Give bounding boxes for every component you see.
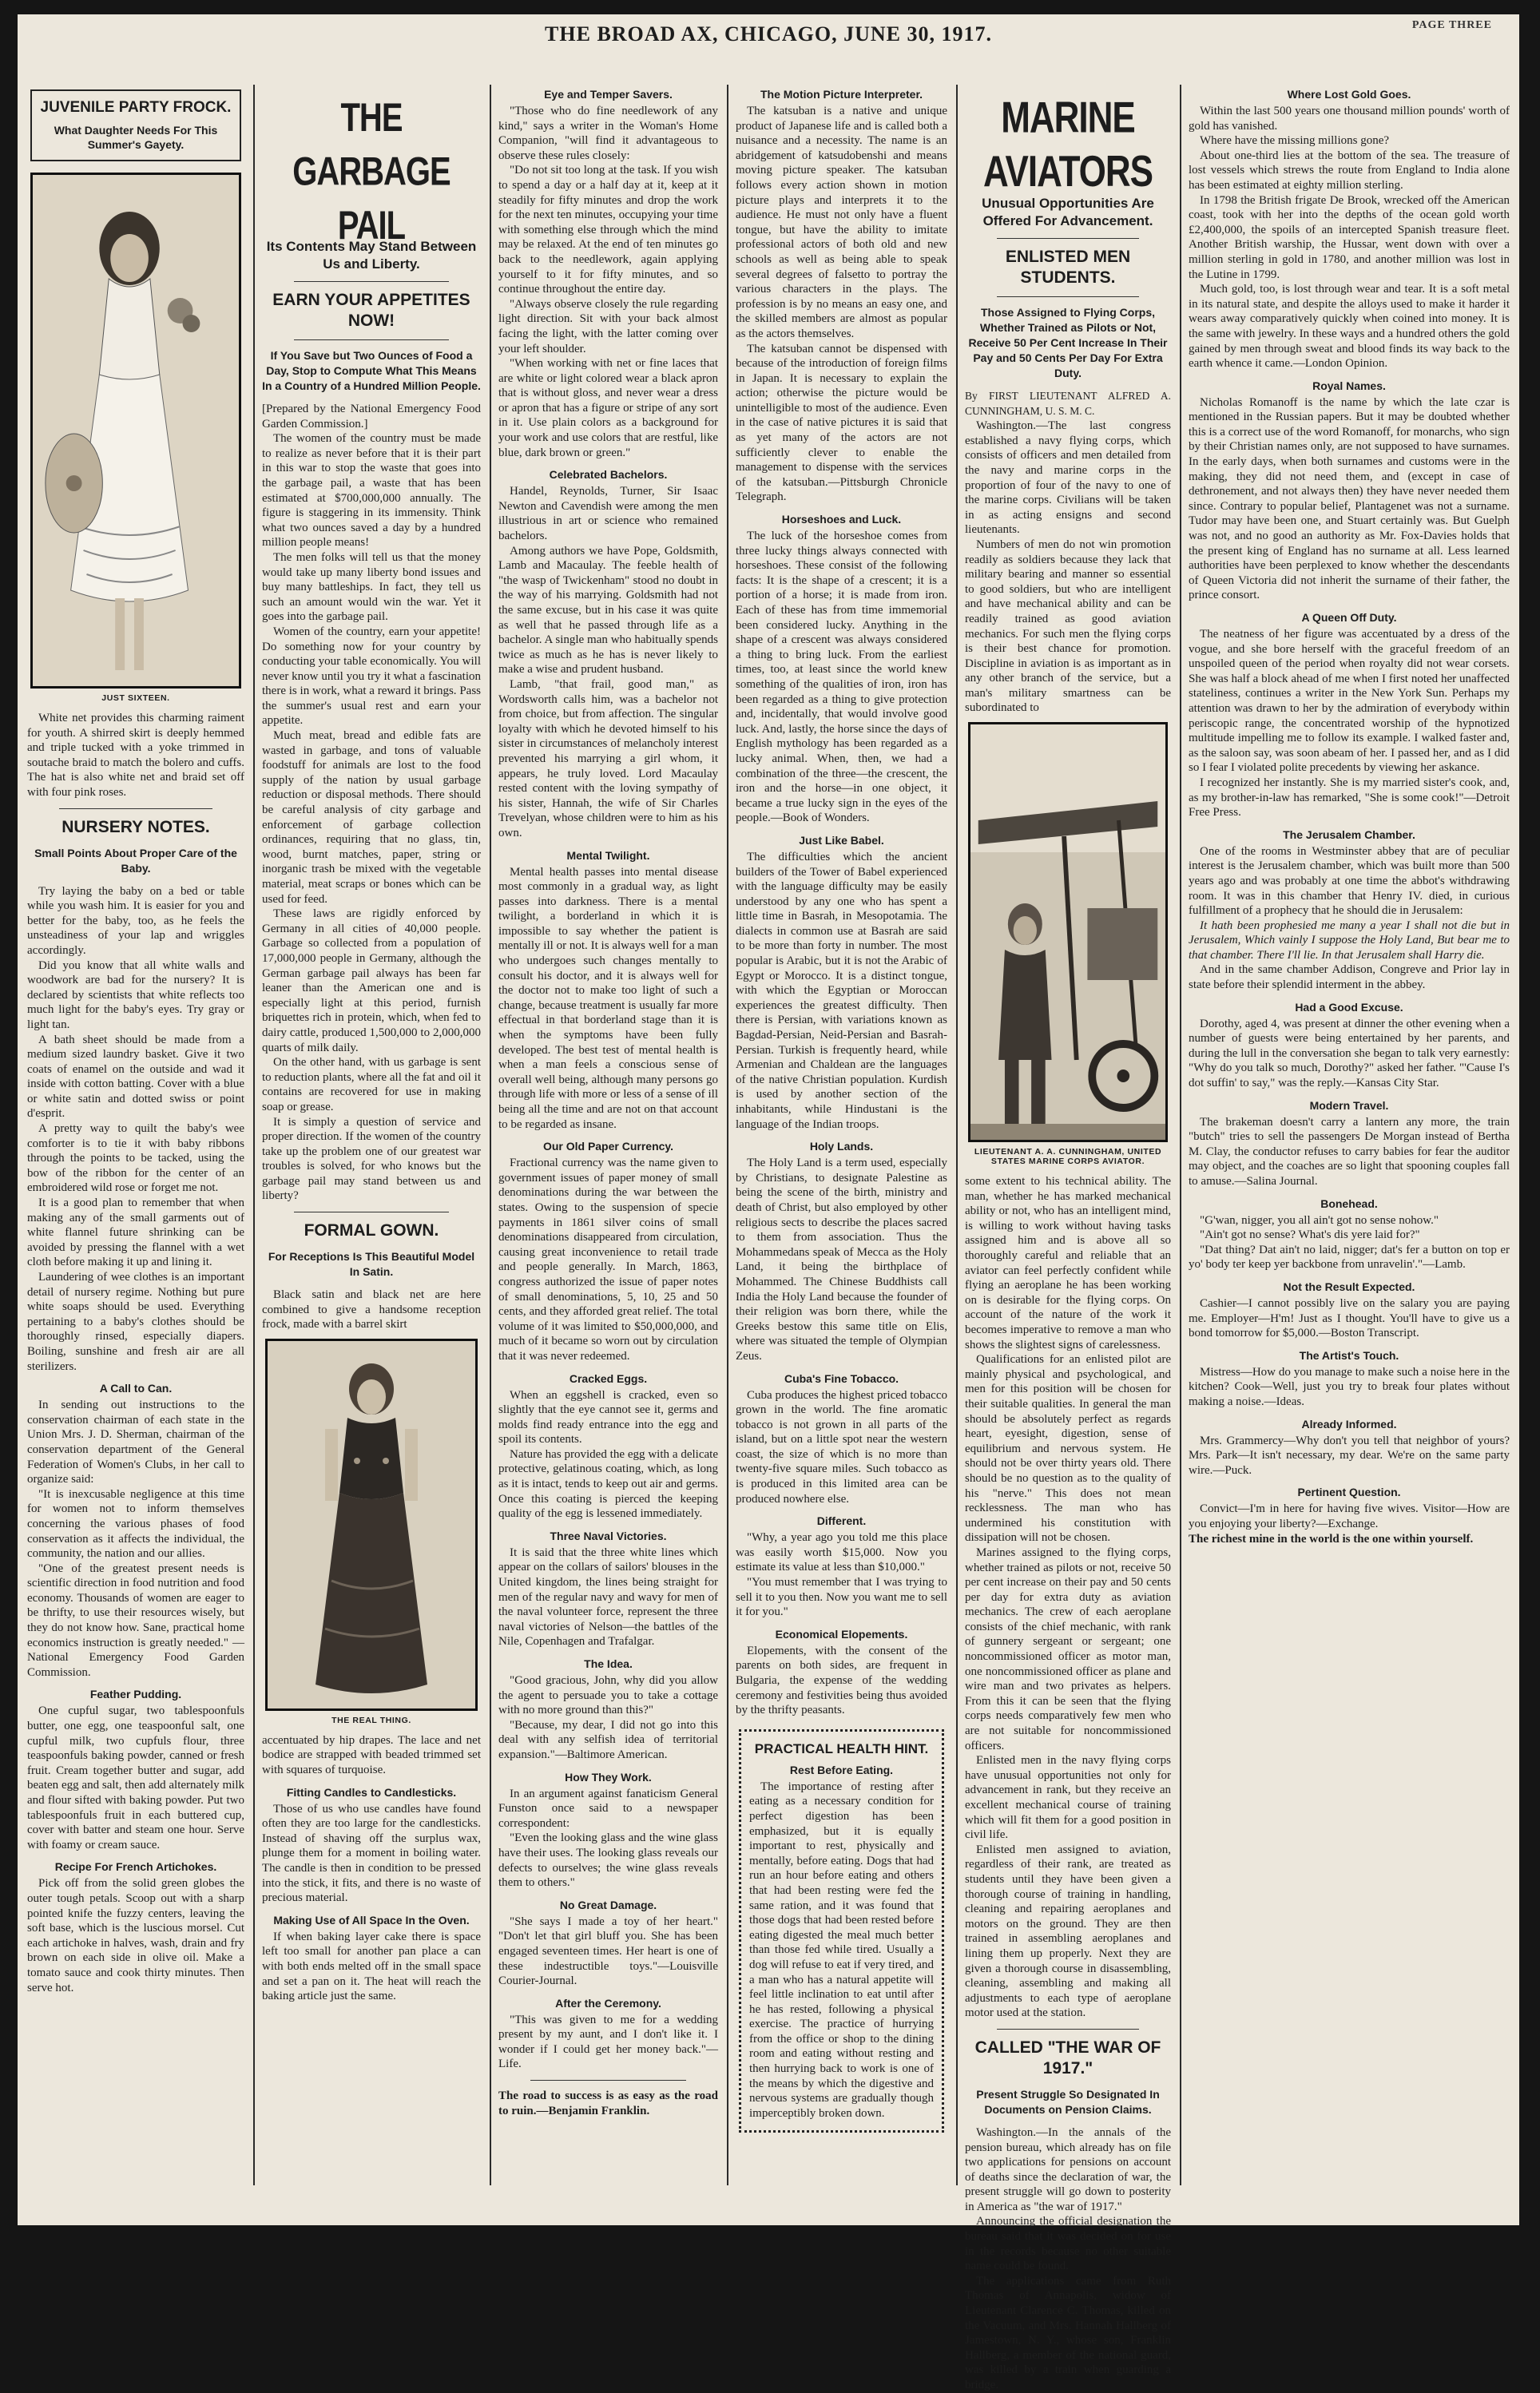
lost-gold-heading: Where Lost Gold Goes. (1287, 88, 1411, 101)
paragraph: Try laying the baby on a bed or table while you wash him. It is easier for you and better for the baby, too, as he feels the unsteadiness of your lap and wriggles accordingly. (27, 884, 244, 957)
paragraph: The katsuban cannot be dispensed with because of the introduction of foreign films in Japan. It is necessary to explain the action; otherwise the picture would be unintelligible to most of the audience. Even in the case of native pictures it is said that as yet many of the actors are not sufficiently clever to enable the management to dispense with the services of the katsuban.—Pittsburgh Chronicle Telegraph. (736, 342, 947, 504)
column-rule (727, 85, 728, 2185)
health-hint-subtitle: Rest Before Eating. (789, 1763, 894, 1776)
paragraph: Lamb, "that frail, good man," as Wordsworth calls him, was a bachelor not from choice, but from affection. The singular loyalty with which he devoted himself to his sister in circumstances of melancholy interest prevented his marrying a girl whom, it appears, he truly loved. Lord Macaulay rested content with the loving sympathy of his sister, Hannah, the wife of Sir Charles Trevelyan, whose children were to him as his own. (498, 677, 718, 839)
paragraph: About one-third lies at the bottom of the sea. The treasure of lost vessels which strews the route from England to India alone has been estimated at eighty million sterling. (1189, 149, 1510, 192)
no-great-damage-heading: No Great Damage. (559, 1898, 657, 1911)
paragraph: On the other hand, with us garbage is sent to reduction plants, where all the fat and oil it contains are recovered for use in making soap or grease. (262, 1056, 481, 1113)
column-rule (253, 85, 255, 2185)
paragraph: Nature has provided the egg with a delicate protective, gelatinous coating, which, as long as it is intact, tends to keep out air and germs. Once this coating is pierced the keeping quality of the egg is lessened immediately. (498, 1447, 718, 1521)
paragraph: A pretty way to quilt the baby's wee comforter is to tie it with baby ribbons through the points to be tacked, using the bow of the ribbon for the center of an embroidered wild rose or forget me not. (27, 1122, 244, 1195)
paragraph: The importance of resting after eating as a necessary condition for perfect digestion has been emphasized, but it is equally important to rest, physically and mentally, before eating. Dogs that had run an hour before eating and others that had been resting were fed the same ration, and it was found that those dogs that had been rested before eating digested the meal much better than those fed while tired. Usually a dog will refuse to eat if very tired, and a man who has a natural appetite will feel little inclination to eat until after he has rested, following a physical exercise. The practice of hurrying from the office or shop to the dining room and eating without resting and then hurrying back to work is one of the means by which the digestive and nervous systems are gradually though imperceptibly broken down. (749, 1780, 934, 2120)
paragraph: One of the rooms in Westminster abbey that are of peculiar interest is the Jerusalem chamber, which was built more than 500 years ago and was probably at one time the abbot's withdrawing room. It was in this chamber that Henry IV. died, in curious fulfillment of a prophecy that he should die in Jerusalem: (1189, 844, 1510, 918)
paragraph: Within the last 500 years one thousand million pounds' worth of gold has vanished. (1189, 105, 1510, 133)
garbage-pail-deck: Its Contents May Stand Between Us and Liberty. (266, 239, 477, 272)
paragraph: It is said that the three white lines which appear on the collars of sailors' blouses in the United kingdom, the lines being straight for men of the regular navy and wavy for men of the naval volunteer force, represent the three naval victories of Nelson—the battles of the Nile, Copenhagen and Trafalgar. (498, 1546, 718, 1649)
paragraph: It is simply a question of service and proper direction. If the women of the country take up the problem one of our greatest war troubles is solved, for who knows but the garbage pail may stand between us and liberty? (262, 1115, 481, 1203)
gown-photo (265, 1339, 478, 1711)
jerusalem-chamber-heading: The Jerusalem Chamber. (1283, 827, 1415, 841)
divider (997, 296, 1139, 297)
paragraph: "Good gracious, John, why did you allow the agent to persuade you to take a cottage with no more ground than this?" (498, 1674, 718, 1717)
closing-aphorism: The richest mine in the world is the one within yourself. (1189, 1532, 1474, 1546)
credit-line: [Prepared by the National Emergency Food Garden Commission.] (262, 403, 481, 431)
garbage-pail-subdeck: If You Save but Two Ounces of Food a Day, Stop to Compute What This Means In a Country of a Hundred Million People. (262, 349, 481, 392)
frock-subtitle: What Daughter Needs For This Summer's Gayety. (54, 124, 218, 151)
paragraph: Pick off from the solid green globes the outer tough petals. Scoop out with a sharp pointed knife the fuzzy centers, leaving the soft base, which is the luscious morsel. Cut each artichoke in halves, wash, drain and fry brown on each side in olive oil. Make a tomato sauce and cook thirty minutes. Then serve hot. (27, 1877, 244, 1994)
bonehead-heading: Bonehead. (1320, 1196, 1378, 1210)
paragraph: "It is inexcusable negligence at this time for women not to inform themselves concerning the various phases of food conservation as it affects the individual, the community, the nation and our allies. (27, 1487, 244, 1561)
paragraph: Cashier—I cannot possibly live on the salary you are paying me. Employer—H'm! Just as I thought. You'll have to give us a bond tomorrow for $5,000.—Boston Transcript. (1189, 1296, 1510, 1340)
paragraph: The luck of the horseshoe comes from three lucky things always connected with horseshoes. These consist of the following facts: It is the shape of a crescent; it is a portion of a horse; it is made from iron. Each of these has from time immemorial been considered lucky. Anything in the shape of a crescent was always considered a thing to bring luck. From the earliest times, too, at least since the world knew something of the qualities of iron, iron has been regarded as a thing to give protection and, incidentally, that would involve good luck. And, lastly, the horse since the days of English mythology has been regarded as a lucky animal. When, then, we had a combination of the three—the crescent, the iron and the horse—in one object, it became a true lucky sign in the eyes of the people.—Book of Wonders. (736, 530, 947, 825)
paragraph: Qualifications for an enlisted pilot are mainly physical and psychological, and men for this position will be chosen for their suitable qualities. In general the man should be absolutely perfect as regards heart, eyesight, digestion, sense of equilibrium and nervous system. He should not be over thirty years old. There should be no question as to the quality of his "nerve." This does not mean recklessness. The man who has undermined his constitution with dissipation will not be chosen. (965, 1353, 1171, 1545)
mental-twilight-heading: Mental Twilight. (566, 848, 650, 862)
page-label: PAGE THREE (1411, 19, 1492, 31)
paragraph: Marines assigned to the flying corps, whether trained as pilots or not, receive 50 per cent increase on their pay and 50 cents per day for extra duty as aviation mechanics. The crew of each aeroplane consists of the chief mechanic, with rank of gunnery sergeant or sergeant; one noncommissioned officer as motor man, one noncommissioned officer as plane and wire man and two privates as helpers. From this it can be seen that the flying corps needs comparatively few men who are not suitable for noncommissioned officers. (965, 1546, 1171, 1752)
paragraph: When an eggshell is cracked, even so slightly that the eye cannot see it, germs and molds find ready entrance into the egg and spoil its contents. (498, 1388, 718, 1447)
the-idea-heading: The Idea. (584, 1657, 633, 1670)
paragraph: "G'wan, nigger, you all ain't got no sense nohow." (1200, 1213, 1439, 1227)
divider (530, 2080, 686, 2081)
paragraph: Laundering of wee clothes is an important detail of nursery regime. Nothing but pure white soaps should be used. Everything pertaining to a baby's clothes should be thoroughly rinsed, especially diapers. Boiling, sunshine and fresh air are all sterilizers. (27, 1271, 244, 1373)
paragraph: Mrs. Grammercy—Why don't you tell that neighbor of yours? Mrs. Park—It isn't necessary, my dear. We're on the same party wire.—Puck. (1189, 1434, 1510, 1477)
paragraph: Among authors we have Pope, Goldsmith, Lamb and Macaulay. The feeble health of "the wasp of Twickenham" stood no doubt in the way of his marrying. Goldsmith had not the same excuse, but in his case it was quite as well that he passed through life as a bachelor. A single man who habitually spends twice as much as he has is never likely to make a wise and prudent husband. (498, 544, 718, 677)
paragraph: Those of us who use candles have found often they are too large for the candlesticks. Instead of shaving off the surplus wax, plunge them for a moment in boiling water. The candle is then in condition to be pressed into the stick, it fits, and there is no waste of precious material. (262, 1802, 481, 1905)
paragraph: Fractional currency was the name given to government issues of paper money of small denominations during the war between the states. Owing to the suspension of specie payments in 1861 silver coins of small denominations disappeared from circulation, causing great inconvenience to retail trade and people generally. In March, 1863, congress authorized the issue of paper notes of small denominations, 5, 10, 25 and 50 cents, and they afforded great relief. The total volume of it was limited to $50,000,000, and much of it became so worn out by circulation that it was never redeemed. (498, 1157, 718, 1363)
not-expected-heading: Not the Result Expected. (1283, 1280, 1415, 1293)
frock-photo (30, 173, 241, 689)
paragraph: One cupful sugar, two tablespoonfuls butter, one egg, one teaspoonful salt, one cupful milk, two cupfuls flour, three teaspoonfuls baking powder, canned or fresh fruit. Cream together butter and sugar, add beaten egg and salt, then add alternately milk and flour sifted with baking powder. Put two tablespoonfuls fruit in each buttered cup, cover with batter and steam one hour. Serve with foamy or cream sauce. (27, 1704, 244, 1851)
gown-photo-caption: THE REAL THING. (331, 1715, 411, 1725)
paragraph: The neatness of her figure was accentuated by a dress of the vogue, and she bore herself with the graceful freedom of an unspoiled queen of the period when royalty did not wear corsets. She was half a block ahead of me when I first noted her unaffected stateliness, continues a writer in the New York Sun. Perhaps my attention was drawn to her by the admiration of everybody within periscopic range, the concentrated worship of the hypnotized multitude impelling me to follow its example. I walked faster and, as the saloon say, was soon abeam of her. I passed her, and as I did so I fear I violated polite precedents by viewing her askance. (1189, 628, 1510, 775)
horseshoes-heading: Horseshoes and Luck. (781, 513, 902, 526)
formal-gown-headline: FORMAL GOWN. (304, 1221, 439, 1240)
paragraph: Handel, Reynolds, Turner, Sir Isaac Newton and Cavendish were among the men illustrious in art or science who remained bachelors. (498, 485, 718, 543)
paragraph: The difficulties which the ancient builders of the Tower of Babel experienced with the language difficulty may be easily understood by any one who has spent a little time in Basrah, in Mesopotamia. The dialects in common use at Basrah are said to be more than forty in number. The most popular is Arabic, but it is not the Arabic of Egypt or Morocco. It is a distinct tongue, with which the Egyptian or Moroccan experiences the greatest difficulty. Then there is Persian, with variations known as Bagdad-Persian, Neid-Persian and Basrah-Persian. Turkish is frequently heard, while Armenian and Chaldean are the languages of the native Christian population. Kurdish is used by another section of the inhabitants, while Hindustani is the language of the Indian troops. (736, 850, 947, 1131)
cuba-tobacco-heading: Cuba's Fine Tobacco. (784, 1371, 899, 1385)
column-2 (262, 85, 481, 2185)
earn-appetites-headline: EARN YOUR APPETITES NOW! (272, 291, 470, 330)
column-rule (1180, 85, 1181, 2185)
royal-names-heading: Royal Names. (1312, 379, 1386, 392)
paragraph: "You must remember that I was trying to sell it to you then. Now you want me to sell it for you." (736, 1576, 947, 1619)
column-6 (1189, 85, 1510, 2185)
paragraph: Women of the country, earn your appetite! Do something now for your country by conducting your table economically. You will never know until you try it what a fascination there is in work, what a reward it brings. Pass the summer's usual rest and earn your appetite. (262, 625, 481, 728)
column-5 (965, 85, 1171, 2391)
paragraph: "Because, my dear, I did not go into this deal with any selfish idea of territorial expansion."—Baltimore American. (498, 1718, 718, 1761)
elopements-heading: Economical Elopements. (775, 1627, 908, 1641)
paragraph: Mistress—How do you manage to make such a noise here in the kitchen? Cook—Well, just you try to break four plates without making a noise.—Ideas. (1189, 1365, 1510, 1408)
paragraph: Did you know that all white walls and woodwork are bad for the nursery? It is declared by scientists that white reflects too much light for the baby's eyes. Try gray or light tan. (27, 958, 244, 1031)
aviator-photo (968, 722, 1168, 1142)
paragraph: Elopements, with the consent of the parents on both sides, are frequent in Bulgaria, the expense of the wedding ceremony and festivities being thus avoided by the thrifty peasants. (736, 1644, 947, 1717)
candles-heading: Fitting Candles to Candlesticks. (286, 1785, 457, 1799)
marine-aviators-title: MARINE AVIATORS (982, 93, 1153, 196)
paragraph: "Those who do fine needlework of any kind," says a writer in the Woman's Home Companion, "will find it advantageous to observe these rules closely: (498, 105, 718, 162)
paragraph: "Dat thing? Dat ain't no laid, nigger; dat's fer a button on top er yo' body ter keep yer backbone from unravelin'."—Lamb. (1189, 1243, 1510, 1272)
paragraph: I recognized her instantly. She is my married sister's cook, and, as my brother-in-law has remarked, "She is some cook!"—Detroit Free Press. (1189, 776, 1510, 819)
paragraph: The Holy Land is a term used, especially by Christians, to designate Palestine as being the scene of the birth, ministry and death of Christ, but also employed by other religious sects to describe the places sacred to them from association. Thus the Mohammedans speak of Mecca as the Holy Land, it being the birthplace of Mohammed. The Chinese Buddhists call India the Holy Land because the founder of their religion was born there, while the Greeks bestow this same title on Elis, where was situated the temple of Olympian Zeus. (736, 1157, 947, 1363)
paragraph: If when baking layer cake there is space left too small for another pan place a can with both ends melted off in the small space and set a pan on it. The heat will reach the baking article just the same. (262, 1930, 481, 2003)
holy-lands-heading: Holy Lands. (809, 1140, 874, 1153)
paper-currency-heading: Our Old Paper Currency. (542, 1140, 674, 1153)
frock-photo-caption: JUST SIXTEEN. (101, 693, 170, 703)
paragraph: In an argument against fanaticism General Funston once said to a newspaper correspondent: (498, 1787, 718, 1830)
pertinent-question-heading: Pertinent Question. (1297, 1486, 1401, 1499)
formal-gown-deck: For Receptions Is This Beautiful Model In Satin. (268, 1250, 475, 1279)
nursery-notes-deck: Small Points About Proper Care of the Baby. (34, 846, 237, 875)
paragraph: "Even the looking glass and the wine glass have their uses. The looking glass reveals our defects to ourselves; the wine glass reveals them to others." (498, 1831, 718, 1890)
paragraph: In 1798 the British frigate De Brook, wrecked off the American coast, took with her into the depths of the ocean gold worth £2,400,000, the spoils of an intercepted Spanish treasure fleet. Another British warship, the Hussar, went down with over a million sterling in gold in 1780, and another million was lost in the Lutine in 1799. (1189, 193, 1510, 281)
paragraph: Dorothy, aged 4, was present at dinner the other evening when a number of guests were being entertained by her parents, and during the lull in the conversation she began to talk very earnestly: "Why do you talk so much, Dorothy?" asked her father. "'Cause I's dot suffin' to say," was the reply.—Kansas City Star. (1189, 1017, 1510, 1090)
aviator-with-aeroplane-illustration (970, 724, 1165, 1140)
call-to-can-heading: A Call to Can. (99, 1382, 173, 1395)
column-4 (736, 85, 947, 2185)
divider (59, 808, 212, 809)
frock-title: JUVENILE PARTY FROCK. (40, 99, 232, 116)
artists-touch-heading: The Artist's Touch. (1299, 1348, 1399, 1362)
paragraph: The women of the country must be made to realize as never before that it is their part in this war to stop the waste that goes into the garbage pail, a waste that has been estimated at $700,000,000 annually. The figure is staggering in its immensity. Think what two ounces saved a day by a hundred million people means! (262, 432, 481, 550)
paragraph: Where have the missing millions gone? (1200, 134, 1390, 148)
paragraph: Washington.—In the annals of the pension bureau, which already has on file two applications for pensions on account of deaths since the declaration of war, the present struggle will go down to posterity in America as "the war of 1917." (965, 2125, 1171, 2213)
already-informed-heading: Already Informed. (1301, 1417, 1397, 1431)
girl-in-frock-illustration (33, 175, 239, 686)
modern-travel-heading: Modern Travel. (1309, 1098, 1389, 1112)
war-of-1917-headline: CALLED "THE WAR OF 1917." (974, 2038, 1161, 2078)
paragraph: some extent to his technical ability. The man, whether he has marked mechanical ability or not, who has an intelligent mind, is willing to work without having tasks assigned him and is above all so thoroughly careful and reliable that an aviator can feel perfectly confident while flying an aeroplane he has been working on is desirable for the flying corps. On account of the nature of the work it becomes imperative to remove a man who shows the slightest signs of carelessness. (965, 1175, 1171, 1351)
motion-picture-heading: The Motion Picture Interpreter. (760, 88, 923, 101)
paragraph: Announcing the official designation the bureau said that it was decided on for use in the records because no other suitable name could be found. (965, 2215, 1171, 2273)
how-they-work-heading: How They Work. (565, 1770, 652, 1784)
paragraph: "This was given to me for a wedding present by my aunt, and I don't like it. I wonder if I could get her money back."—Life. (498, 2013, 718, 2071)
masthead-title: THE BROAD AX, CHICAGO, JUNE 30, 1917. (545, 22, 992, 46)
divider (997, 238, 1139, 239)
eye-savers-heading: Eye and Temper Savers. (544, 88, 673, 101)
paragraph: "When working with net or fine laces that are white or light colored wear a black apron that is without gloss, and never wear a dress or apron that has a figure or stripe of any sort in it. Use plain colors as a background for your work and use colors that are restful, like blue, dark brown or green." (498, 357, 718, 459)
column-rule (956, 85, 958, 2185)
paragraph: Cuba produces the highest priced tobacco grown in the world. The fine aromatic tobacco is not grown in all parts of the island, but on a little spot near the western coast, the size of which is no more than twenty-five square miles. Such tobacco as is produced in this limited area can be produced nowhere else. (736, 1388, 947, 1506)
paragraph: The brakeman doesn't carry a lantern any more, the train "butch" tries to sell the passengers De Morgan instead of Bertha M. Clay, the conductor refuses to carry babies for fear the auditor may object, and the coaches are so light that spooning couples fall to amuse.—Salina Journal. (1189, 1115, 1510, 1188)
paragraph: It is a good plan to remember that when making any of the small garments out of white flannel future shrinking can be avoided by pressing the flannel with a wet cloth before making it up and lining it. (27, 1196, 244, 1269)
health-hint-title: PRACTICAL HEALTH HINT. (754, 1740, 929, 1756)
paragraph: Enlisted men in the navy flying corps have unusual opportunities not only for advancement in rank, but they receive an excellent mechanical course of training which will fit them for a good position in civil life. (965, 1754, 1171, 1842)
paragraph: "Do not sit too long at the task. If you wish to spend a day or a half day at it, keep at it steadily for fifty minutes and drop the work for the next ten minutes, occupying your time with something else through which the mind may be relaxed. At the end of ten minutes go back to the needlework, again applying yourself to it for fifty minutes, and so continue throughout the entire day. (498, 164, 718, 296)
paragraph: Washington.—The last congress established a navy flying corps, which consists of officers and men detailed from the navy and marine corps in the proportion of four of the navy to one of the marine corps. Civilians will be taken in as acting ensigns and second lieutenants. (965, 419, 1171, 537)
paragraph: accentuated by hip drapes. The lace and net bodice are strapped with beaded trimmed set with squares of turquoise. (262, 1733, 481, 1777)
paragraph: "Why, a year ago you told me this place was easily worth $15,000. Now you estimate its value at less than $10,000." (736, 1531, 947, 1574)
paragraph: "She says I made a toy of her heart." "Don't let that girl bluff you. She has been engaged seventeen times. Her heart is one of these indestructible toys."—Louisville Courier-Journal. (498, 1915, 718, 1988)
naval-victories-heading: Three Naval Victories. (550, 1529, 667, 1542)
bachelors-heading: Celebrated Bachelors. (549, 468, 668, 482)
paragraph: Convict—I'm in here for having five wives. Visitor—How are you enjoying your liberty?—Exchange. (1189, 1502, 1510, 1530)
artichokes-heading: Recipe For French Artichokes. (54, 1860, 217, 1874)
paragraph: Mental health passes into mental disease most commonly in a gradual way, as light passes into darkness. There is a mental twilight, a borderland in which it is impossible to say whether the patient is mentally ill or not. It is always well for a man who undergoes such changes mentally to consult his doctor, and it is always well for the doctor not to make too light of such a change, because treatment is usually far more effectual in that borderland stage than it is when the symptoms have been fully developed. The best test of mental health is when a man feels a conscious sense of overall well being, although many persons go through life with more or less of a sense of ill being all the time and are not on that account to be regarded as insane. (498, 865, 718, 1131)
franklin-quote: The road to success is as easy as the road to ruin.—Benjamin Franklin. (498, 2089, 718, 2117)
frock-heading-box (30, 89, 241, 161)
paragraph: These laws are rigidly enforced by Germany in all cities of 40,000 people. Garbage so collected from a population of 17,000,000 people in Germany, although the German garbage pail always has been far leaner than the American one and is especially light at this period, furnish briquettes rich in protein, which, when fed to dairy cattle, produced 1,500,000 to 2,000,000 quarts of milk daily. (262, 907, 481, 1054)
paragraph: "One of the greatest present needs is scientific direction in food nutrition and food economy. Thousands of women are eager to be thrifty, to use their resources wisely, but they do not know how. Sane, practical home economics instruction is greatly needed." —National Emergency Food Garden Commission. (27, 1562, 244, 1679)
byline: By FIRST LIEUTENANT ALFRED A. CUNNINGHAM, U. S. M. C. (965, 390, 1171, 417)
different-heading: Different. (816, 1514, 867, 1528)
paragraph: Much meat, bread and edible fats are wasted in garbage, and tons of valuable foodstuff for animals are lost to the food supply of the nation by usual garbage reduction or disposal methods. There should be careful analysis of city garbage and enforcement of garbage collection ordinances, requiring that no glass, tin, wood, burnt matches, paper, string or inorganic trash be mixed with the vegetable material, meat scraps or bones which can be used for feed. (262, 729, 481, 906)
queen-off-duty-heading: A Queen Off Duty. (1301, 611, 1397, 624)
woman-in-gown-illustration (268, 1341, 475, 1708)
divider (294, 281, 449, 282)
paragraph: The men folks will tell us that the money would take up many liberty bond issues and buy many battleships. In fact, they tell us such an amount would win the war. Yet it goes into the garbage pail. (262, 550, 481, 624)
marine-aviators-subdeck: Those Assigned to Flying Corps, Whether Trained as Pilots or Not, Receive 50 Per Cent Increase In Their Pay and 50 Cents Per Day For Extra Duty. (968, 306, 1168, 379)
paragraph: Numbers of men do not win promotion readily as soldiers because they lack that military bearing and manner so essential to good soldiers, but who are intelligent and have mechanical ability and can be readily trained as good aviation mechanics. For such men the flying corps is their best chance for promotion. Discipline in aviation is as important as in any other branch of the service, but a man's military smartness can be subordinated to (965, 538, 1171, 715)
good-excuse-heading: Had a Good Excuse. (1295, 1000, 1403, 1014)
health-hint-box (739, 1729, 944, 2133)
verse: It hath been prophesied me many a year I shall not die but in Jerusalem, Which vainly I suppose the Holy Land, But bear me to that chamber. There I'll lie. In that Jerusalem shall Harry die. (1189, 919, 1510, 962)
paragraph: In sending out instructions to the conservation chairman of each state in the Union Mrs. J. D. Sherman, chairman of the conservation department of the General Federation of Women's Clubs, in her call to organize said: (27, 1399, 244, 1486)
paragraph: A bath sheet should be made from a medium sized laundry basket. Give it two coats of enamel on the outside and wad it inside with cotton batting. Cover with a blue or white satin and dotted swiss or point d'esprit. (27, 1033, 244, 1121)
masthead (18, 14, 1519, 70)
enlisted-men-headline: ENLISTED MEN STUDENTS. (1005, 248, 1131, 287)
paragraph: The applications came from Ruth Thomas of Annapolis, widow of Lieutenant Clarence C. Thomas, killed on the Vacuum, and Mrs. Hannah Hallberg of Jamestown, N. Y., whose son, Franklin Hallberg, a member of the national guard, was killed by a train when guarding a bridge. (965, 2274, 1171, 2391)
nursery-notes-headline: NURSERY NOTES. (62, 817, 210, 836)
divider (294, 339, 449, 340)
garbage-pail-title: THE GARBAGE PAIL (292, 96, 450, 248)
divider (997, 2029, 1139, 2030)
paragraph: Nicholas Romanoff is the name by which the late czar is mentioned in the Russian papers. But it may be doubted whether this is a correct use of the word Romanoff, for monarchs, who sign by their Christian names only, are not supposed to have surnames. In the early days, when both surnames and customs were in the making, they did not need them, and (except in case of dethronement, and not always then) they have never needed them since. Contrary to popular belief, Plantagenet was not a surname. Tudor may have been one, and Stuart certainly was. But Guelph was not, and no good an authority as Mr. Fox-Davies holds that the present king of England has no surname at all. Less learned authorities have been perplexed to know whether the descendants of Queen Victoria did not inherit the surname of their father, the prince consort. (1189, 395, 1510, 602)
oven-heading: Making Use of All Space In the Oven. (273, 1913, 470, 1927)
marine-aviators-deck: Unusual Opportunities Are Offered For Advancement. (982, 196, 1154, 228)
cracked-eggs-heading: Cracked Eggs. (569, 1371, 648, 1385)
war-of-1917-deck: Present Struggle So Designated In Documents on Pension Claims. (976, 2087, 1160, 2116)
feather-pudding-heading: Feather Pudding. (89, 1688, 182, 1701)
paragraph: "Ain't got no sense? What's dis yere laid for?" (1200, 1228, 1420, 1242)
paragraph: Enlisted men assigned to aviation, regardless of their rank, are treated as students until they have been given a thorough course of training in handling, cleaning and repairing aeroplanes and motors on the ground. They are then trained in assembling aeroplanes and lining them up properly. Next they are given a thorough course in disassembling, cleaning, assembling and making all adjustments to each type of aeroplane motor used at the station. (965, 1843, 1171, 2020)
after-ceremony-heading: After the Ceremony. (555, 1996, 661, 2010)
frock-text: White net provides this charming raiment for youth. A shirred skirt is deeply hemmed and triple tucked with a yoke trimmed in soutache braid to match the bolero and cuffs. The hat is also white net and braid set off with four pink roses. (27, 712, 244, 799)
paragraph: Black satin and black net are here combined to give a handsome reception frock, made with a barrel skirt (262, 1288, 481, 1331)
column-3 (498, 85, 718, 2185)
paragraph: Much gold, too, is lost through wear and tear. It is a soft metal in its natural state, and despite the alloys used to make it harder it wears away comparatively quickly when coined into money. It is the same with jewelry. In these ways and a hundred others the gold gained by men through sweat and blood finds its way back to the earth whence it came.—London Opinion. (1189, 283, 1510, 371)
babel-heading: Just Like Babel. (799, 833, 884, 847)
paragraph: "Always observe closely the rule regarding light direction. Sit with your back almost facing the light, with the latter coming over your left shoulder. (498, 297, 718, 355)
newspaper-page (18, 14, 1519, 2391)
column-1 (27, 85, 244, 2185)
paragraph: And in the same chamber Addison, Congreve and Prior lay in state before their splendid interment in the abbey. (1189, 963, 1510, 992)
paragraph: The katsuban is a native and unique product of Japanese life and is called both a nuisance and a necessity. The name is an abridgement of katsudobenshi and means moving picture speaker. The katsuban follows every action shown in motion picture plays and interprets it to the audience. He must not only have a fluent tongue, but have the ability to imitate professional actors of both old and new schools as well as being able to speak several degrees of falsetto to portray the various characters in the plays. The profession is by no means an easy one, and the skilled members are almost as popular as the actors themselves. (736, 105, 947, 340)
column-rule (490, 85, 491, 2185)
aviator-photo-caption: LIEUTENANT A. A. CUNNINGHAM, UNITED STATES MARINE CORPS AVIATOR. (974, 1147, 1162, 1167)
